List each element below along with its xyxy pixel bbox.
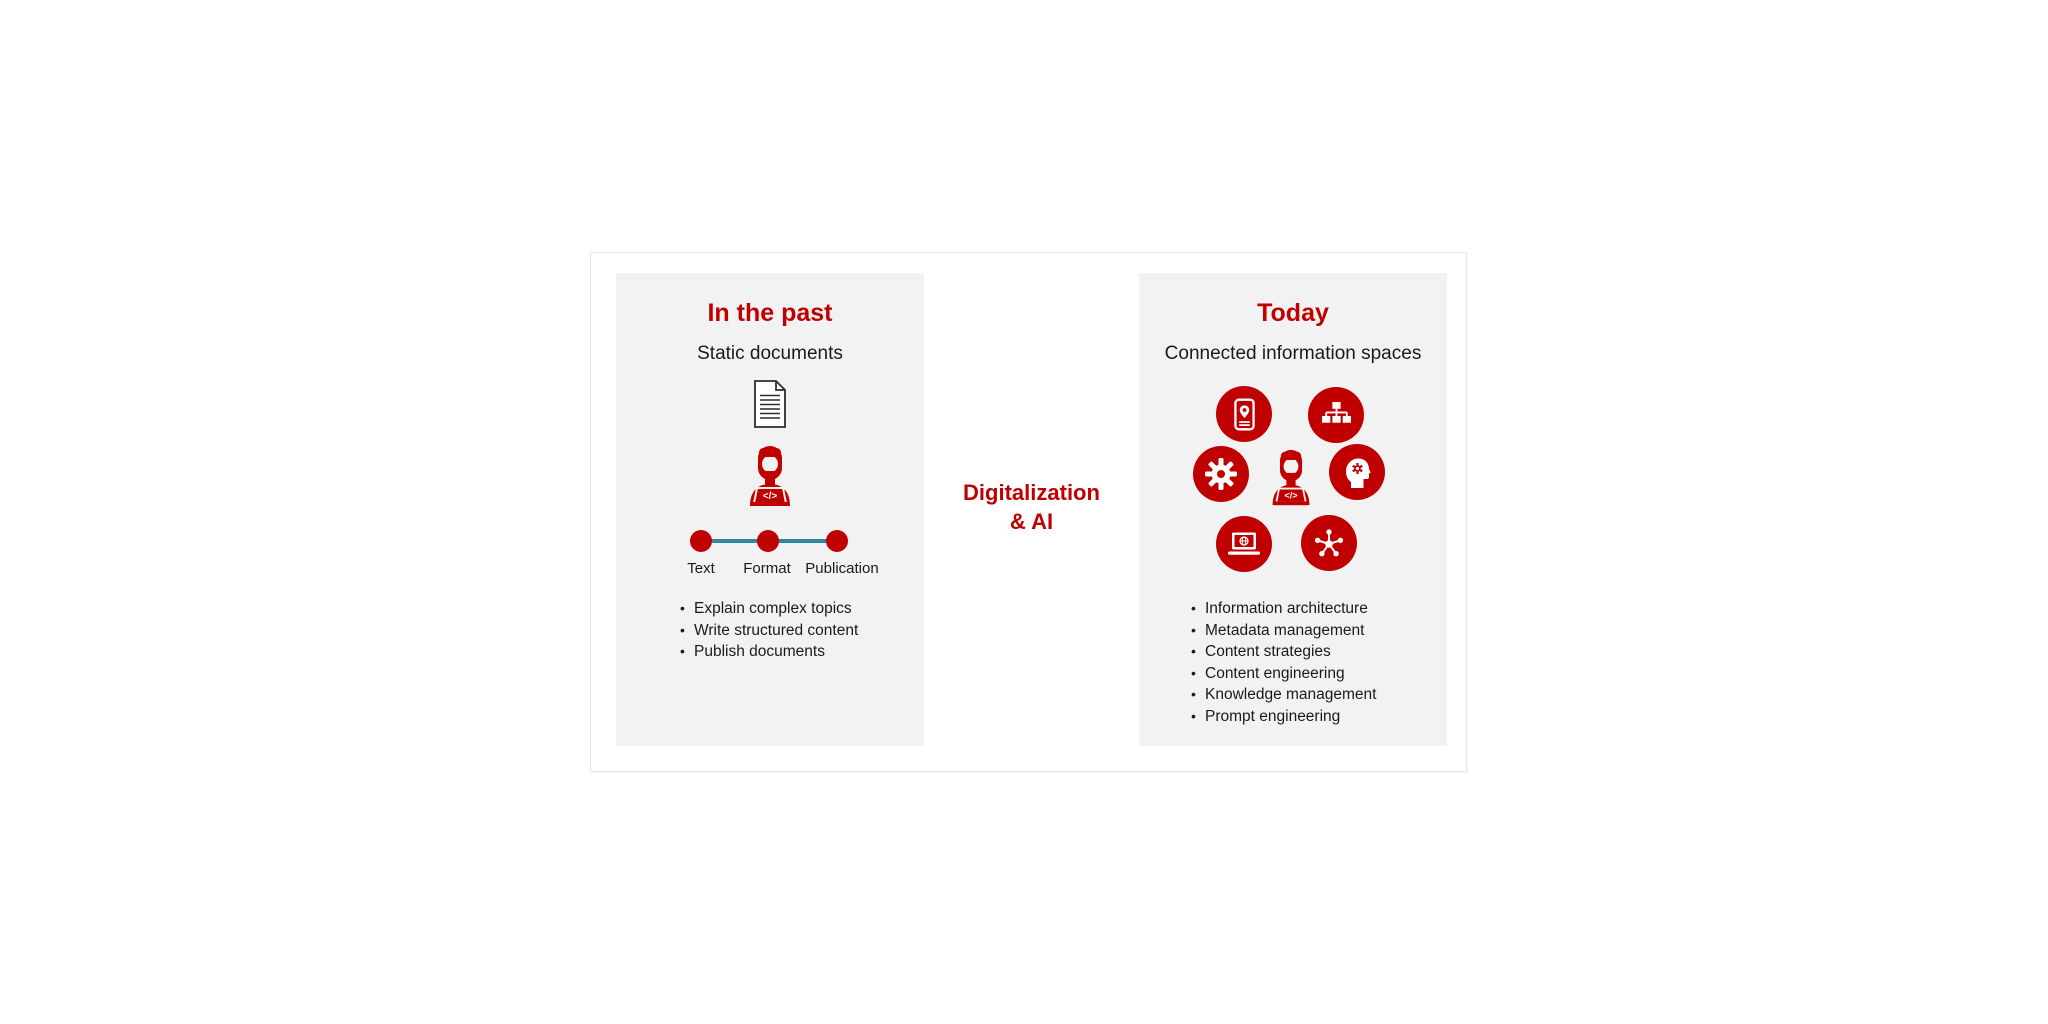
laptop-globe-icon xyxy=(1216,516,1272,572)
timeline-step-publication: Publication xyxy=(805,560,879,577)
today-bullet-list xyxy=(1191,598,1376,727)
bullet-item: • Publish documents xyxy=(680,641,858,663)
timeline-step-text: Text xyxy=(687,560,715,577)
past-bullet-list xyxy=(680,598,858,663)
bullet-item: • Write structured content xyxy=(680,620,858,642)
laptop-globe-glyph xyxy=(1227,532,1261,557)
today-subtitle: Connected information spaces xyxy=(1164,343,1422,364)
bullet-item: • Content strategies xyxy=(1191,641,1376,663)
document-icon xyxy=(752,379,788,429)
bullet-item: • Metadata management xyxy=(1191,620,1376,642)
person-coding-icon xyxy=(1268,449,1314,506)
mobile-location-icon xyxy=(1216,386,1272,442)
gear-glyph xyxy=(1205,458,1237,490)
network-icon xyxy=(1301,515,1357,571)
mobile-location-glyph xyxy=(1234,398,1255,431)
gear-icon xyxy=(1193,446,1249,502)
past-panel xyxy=(616,273,924,746)
digitalization-line1: Digitalization xyxy=(963,480,1100,505)
ai-head-glyph xyxy=(1343,456,1372,488)
ai-head-icon xyxy=(1329,444,1385,500)
digitalization-line2: & AI xyxy=(1009,509,1054,534)
past-title: In the past xyxy=(707,299,833,327)
bullet-item: • Prompt engineering xyxy=(1191,706,1376,728)
outer-card xyxy=(590,252,1467,772)
code-glyph: </> xyxy=(1284,490,1298,501)
bullet-item: • Knowledge management xyxy=(1191,684,1376,706)
timeline-dot xyxy=(757,530,779,552)
bullet-item: • Information architecture xyxy=(1191,598,1376,620)
today-panel xyxy=(1139,273,1447,746)
digitalization-label xyxy=(924,478,1139,536)
person-coding-icon xyxy=(745,445,795,507)
timeline-dot xyxy=(690,530,712,552)
today-title: Today xyxy=(1257,299,1329,327)
bullet-item: • Content engineering xyxy=(1191,663,1376,685)
bullet-item: • Explain complex topics xyxy=(680,598,858,620)
timeline-step-format: Format xyxy=(743,560,791,577)
code-glyph: </> xyxy=(762,491,778,502)
sitemap-glyph xyxy=(1321,402,1352,429)
past-subtitle: Static documents xyxy=(697,343,843,364)
sitemap-icon xyxy=(1308,387,1364,443)
timeline-dot xyxy=(826,530,848,552)
network-glyph xyxy=(1313,527,1345,559)
